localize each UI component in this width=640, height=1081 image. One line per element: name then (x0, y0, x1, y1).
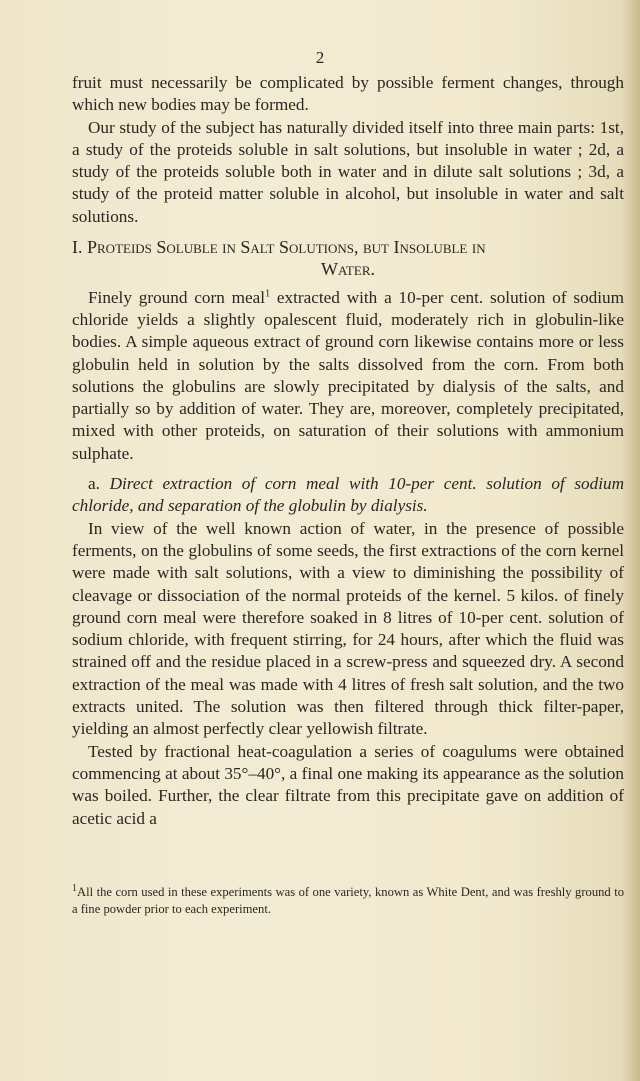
subsection-a-label: a. (88, 474, 110, 494)
page-text (72, 72, 624, 830)
page-number: 2 (315, 48, 325, 67)
subsection-a-title (72, 473, 624, 518)
paragraph-continuation: fruit must necessarily be complicated by possible ferment changes, through which new bodies may be formed. (72, 73, 624, 115)
paragraph-corn-meal (72, 287, 624, 465)
paragraph-corn-meal-start: Finely ground corn meal (88, 287, 266, 307)
footnote-mark: 1 (72, 882, 77, 894)
paragraph-study-parts: Our study of the subject has naturally divided itself into three main parts: 1st, a study of the proteids soluble in salt solutions, but insoluble in water ; 2d, a study of the proteids soluble both in water and in dilute salt solutions ; 3d, a study of the proteid matter soluble in alcohol, but insoluble in water and salt solutions. (72, 117, 624, 226)
subsection-a-italic-title: Direct extraction of corn meal with 10-per cent. solution of sodium chloride, and separation of the globulin by dialysis. (72, 474, 624, 516)
footnote (72, 884, 624, 918)
section-heading-line2: Water. (321, 259, 375, 280)
footnote-reference: 1 (265, 287, 271, 299)
paragraph-extraction: In view of the well known action of water, in the presence of possible ferments, on the globulins of some seeds, the first extractions of the corn kernel were made with salt solutions, with a view to diminishing the possibility of cleavage or dissociation of the normal proteids of the kernel. 5 kilos. of finely ground corn meal were therefore soaked in 8 litres of 10-per cent. solution of sodium chloride, with frequent stirring, for 24 hours, after which the fluid was strained off and the residue placed in a screw-press and squeezed dry. A second extraction of the meal was made with 4 litres of fresh salt solution, and the two extracts united. The solution was then filtered through thick filter-paper, yielding an almost perfectly clear yellowish filtrate. (72, 518, 624, 739)
section-heading-line1: I. Proteids Soluble in Salt Solutions, but Insoluble in (72, 237, 486, 258)
footnote-text: All the corn used in these experiments was of one variety, known as White Dent, and was freshly ground to a fine powder prior to each experiment. (72, 885, 624, 916)
paragraph-coagulation: Tested by fractional heat-coagulation a series of coagulums were obtained commencing at about 35°–40°, a final one making its appearance as the solution was boiled. Further, the clear filtrate from this precipitate gave on addition of acetic acid a (72, 741, 624, 828)
section-heading (72, 236, 624, 281)
paragraph-corn-meal-rest: extracted with a 10-per cent. solution of sodium chloride yields a slightly opalescent fluid, moderately rich in globulin-like bodies. A simple aqueous extract of ground corn likewise contains more or less globulin held in solution by the salts dissolved from the corn. From both solutions the globulins are slowly precipitated by dialysis of the salts, and partially so by addition of water. They are, moreover, completely precipitated, mixed with other proteids, on saturation of their solutions with ammonium sulphate. (72, 287, 624, 463)
